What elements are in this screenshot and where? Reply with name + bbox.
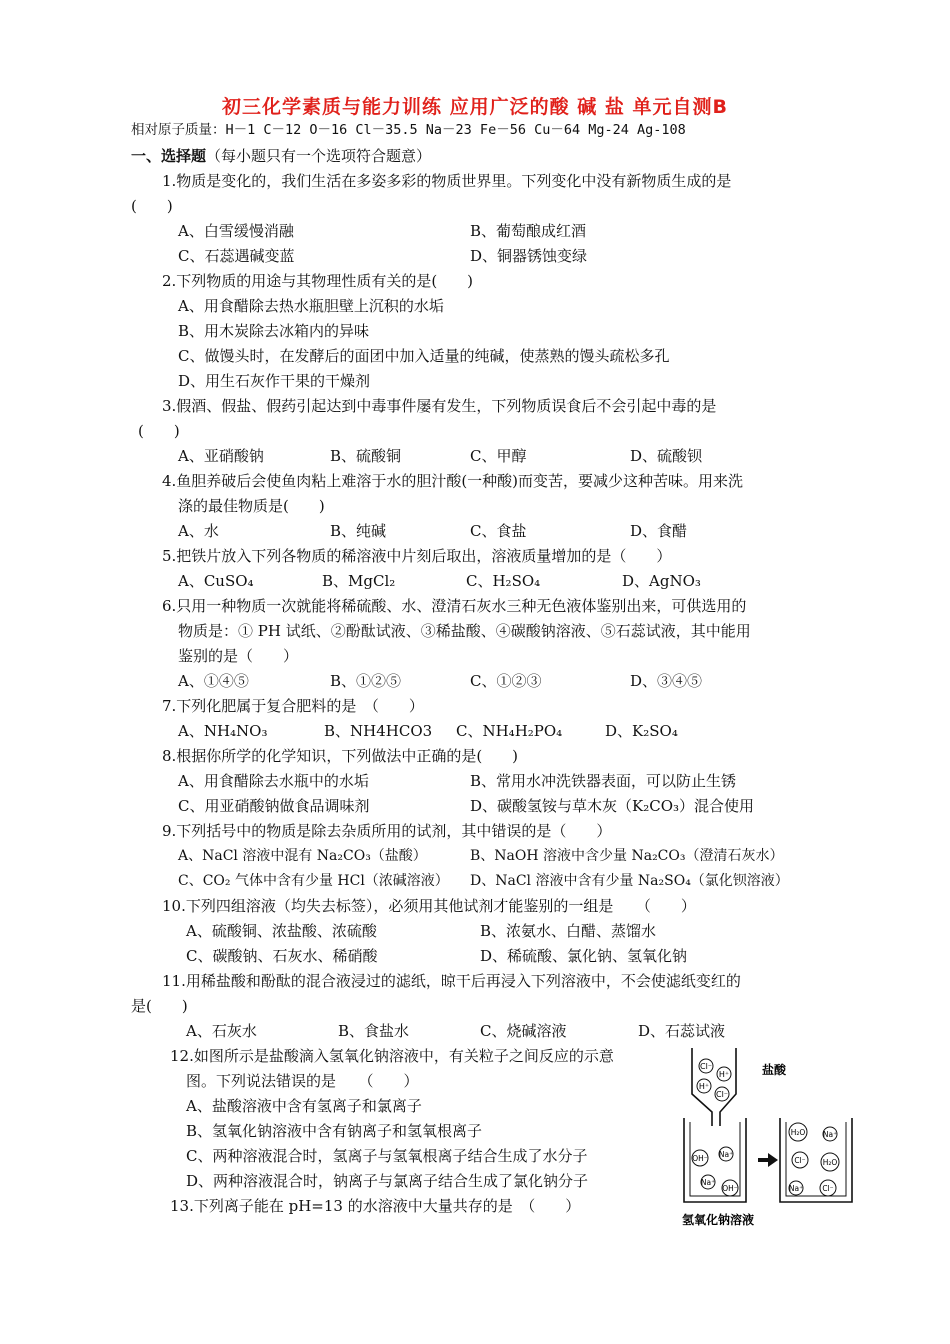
q6-option-b: B、①②⑤ [330, 672, 402, 690]
q12-option-c: C、两种溶液混合时，氢离子与氢氧根离子结合生成了水分子 [186, 1147, 588, 1165]
q9-option-a: A、NaCl 溶液中混有 Na₂CO₃（盐酸） [178, 848, 427, 864]
ion-label: Na⁺ [788, 1184, 804, 1193]
q12-option-a: A、盐酸溶液中含有氢离子和氯离子 [186, 1097, 422, 1115]
q6-option-c: C、①②③ [470, 672, 542, 690]
q5-option-a: A、CuSO₄ [178, 572, 254, 590]
q4-option-d: D、食醋 [630, 522, 688, 540]
q5-stem: 5.把铁片放入下列各物质的稀溶液中片刻后取出，溶液质量增加的是（ ） [162, 547, 672, 565]
ion-label: Na⁺ [718, 1150, 734, 1159]
ion-label: Cl⁻ [822, 1184, 834, 1193]
q11-option-d: D、石蕊试液 [638, 1022, 726, 1040]
q12-stem: 12.如图所示是盐酸滴入氢氧化钠溶液中，有关粒子之间反应的示意 [170, 1047, 614, 1065]
ion-label: Cl⁻ [699, 1062, 713, 1071]
q6-option-d: D、③④⑤ [630, 672, 703, 690]
q4-option-a: A、水 [178, 522, 219, 540]
q6-stem: 6.只用一种物质一次就能将稀硫酸、水、澄清石灰水三种无色液体鉴别出来，可供选用的 [162, 597, 747, 615]
q5-option-b: B、MgCl₂ [322, 572, 396, 590]
q1-stem: 1.物质是变化的，我们生活在多姿多彩的物质世界里。下列变化中没有新物质生成的是 [162, 172, 732, 190]
q6-stem-cont2: 鉴别的是（ ） [178, 647, 299, 665]
q11-stem-cont: 是( ) [131, 997, 188, 1015]
q3-option-c: C、甲醇 [470, 447, 527, 465]
section-note: （每小题只有一个选项符合题意） [206, 147, 432, 165]
ion-label: OH⁻ [722, 1184, 738, 1193]
base-label: 氢氧化钠溶液 [682, 1213, 755, 1227]
q11-option-c: C、烧碱溶液 [480, 1022, 567, 1040]
q2-option-a: A、用食醋除去热水瓶胆壁上沉积的水垢 [178, 297, 444, 315]
q10-stem: 10.下列四组溶液（均失去标签），必须用其他试剂才能鉴别的一组是 （ ） [162, 897, 696, 915]
q3-option-a: A、亚硝酸钠 [178, 447, 264, 465]
q3-stem: 3.假酒、假盐、假药引起达到中毒事件屡有发生，下列物质误食后不会引起中毒的是 [162, 397, 717, 415]
q1-paren: ( ) [131, 197, 173, 215]
section-heading [131, 146, 431, 166]
atomic-masses: 相对原子质量：H－1 C－12 O－16 Cl－35.5 Na－23 Fe－56 Cu－64 Mg-24 Ag-108 [131, 122, 686, 138]
q12-stem-cont: 图。下列说法错误的是 （ ） [186, 1072, 419, 1090]
page-title: 初三化学素质与能力训练 应用广泛的酸 碱 盐 单元自测B [222, 96, 728, 118]
q6-stem-cont: 物质是：① PH 试纸、②酚酞试液、③稀盐酸、④碳酸钠溶液、⑤石蕊试液，其中能用 [178, 622, 751, 640]
q8-option-c: C、用亚硝酸钠做食品调味剂 [178, 797, 370, 815]
q3-option-b: B、硫酸铜 [330, 447, 402, 465]
arrow-icon [758, 1153, 778, 1167]
section-title: 一、选择题 [131, 147, 207, 165]
q6-option-a: A、①④⑤ [178, 672, 249, 690]
drop-ions [697, 1059, 731, 1101]
ion-label: H⁺ [698, 1082, 710, 1091]
q7-option-d: D、K₂SO₄ [605, 722, 678, 740]
q7-stem: 7.下列化肥属于复合肥料的是 （ ） [162, 697, 424, 715]
q2-option-d: D、用生石灰作干果的干燥剂 [178, 372, 371, 390]
q11-option-a: A、石灰水 [186, 1022, 257, 1040]
q5-option-d: D、AgNO₃ [622, 572, 701, 590]
q8-option-b: B、常用水冲洗铁器表面，可以防止生锈 [470, 772, 737, 790]
q10-option-c: C、碳酸钠、石灰水、稀硝酸 [186, 947, 378, 965]
q11-option-b: B、食盐水 [338, 1022, 410, 1040]
right-ions [789, 1123, 839, 1196]
ion-label: Na⁺ [700, 1178, 716, 1187]
q3-option-d: D、硫酸钡 [630, 447, 703, 465]
q8-option-a: A、用食醋除去水瓶中的水垢 [178, 772, 369, 790]
q7-option-b: B、NH4HCO3 [324, 722, 433, 740]
q1-option-b: B、葡萄酿成红酒 [470, 222, 587, 240]
ion-label: H₂O [790, 1128, 806, 1137]
q10-option-b: B、浓氨水、白醋、蒸馏水 [480, 922, 657, 940]
acid-label: 盐酸 [762, 1063, 787, 1077]
q7-option-c: C、NH₄H₂PO₄ [456, 722, 563, 740]
q9-stem: 9.下列括号中的物质是除去杂质所用的试剂，其中错误的是（ ） [162, 822, 612, 840]
q2-option-c: C、做馒头时，在发酵后的面团中加入适量的纯碱，使蒸熟的馒头疏松多孔 [178, 347, 670, 365]
ion-label: Cl⁻ [794, 1156, 806, 1165]
q9-option-b: B、NaOH 溶液中含少量 Na₂CO₃（澄清石灰水） [470, 848, 784, 864]
q12-option-b: B、氢氧化钠溶液中含有钠离子和氢氧根离子 [186, 1122, 483, 1140]
q12-option-d: D、两种溶液混合时，钠离子与氯离子结合生成了氯化钠分子 [186, 1172, 589, 1190]
q4-option-c: C、食盐 [470, 522, 527, 540]
q8-stem: 8.根据你所学的化学知识，下列做法中正确的是( ) [162, 747, 519, 765]
reaction-diagram [676, 1042, 876, 1232]
q13-stem: 13.下列离子能在 pH=13 的水溶液中大量共存的是 （ ） [170, 1197, 581, 1215]
q10-option-a: A、硫酸铜、浓盐酸、浓硫酸 [186, 922, 377, 940]
q4-stem-cont: 涤的最佳物质是( ) [178, 497, 325, 515]
q4-stem: 4.鱼胆养破后会使鱼肉粘上难溶于水的胆汁酸(一种酸)而变苦，要减少这种苦味。用来洗 [162, 472, 744, 490]
ion-label: Cl⁻ [715, 1090, 729, 1099]
q1-option-c: C、石蕊遇碱变蓝 [178, 247, 295, 265]
q9-option-d: D、NaCl 溶液中含有少量 Na₂SO₄（氯化钡溶液） [470, 873, 789, 889]
ion-label: OH⁻ [692, 1154, 708, 1163]
q11-stem: 11.用稀盐酸和酚酞的混合液浸过的滤纸，晾干后再浸入下列溶液中，不会使滤纸变红的 [162, 972, 741, 990]
left-ions [692, 1147, 738, 1196]
q7-option-a: A、NH₄NO₃ [178, 722, 268, 740]
q1-option-d: D、铜器锈蚀变绿 [470, 247, 588, 265]
ion-label: Na⁺ [822, 1130, 838, 1139]
q2-option-b: B、用木炭除去冰箱内的异味 [178, 322, 370, 340]
q2-stem: 2.下列物质的用途与其物理性质有关的是( ) [162, 272, 474, 290]
q10-option-d: D、稀硫酸、氯化钠、氢氧化钠 [480, 947, 688, 965]
q5-option-c: C、H₂SO₄ [466, 572, 541, 590]
ion-label: H₂O [822, 1158, 838, 1167]
ion-label: H⁺ [718, 1070, 730, 1079]
q8-option-d: D、碳酸氢铵与草木灰（K₂CO₃）混合使用 [470, 797, 755, 815]
q3-paren: ( ) [138, 422, 180, 440]
q1-option-a: A、白雪缓慢消融 [178, 222, 294, 240]
q9-option-c: C、CO₂ 气体中含有少量 HCl（浓碱溶液） [178, 873, 449, 889]
q4-option-b: B、纯碱 [330, 522, 387, 540]
